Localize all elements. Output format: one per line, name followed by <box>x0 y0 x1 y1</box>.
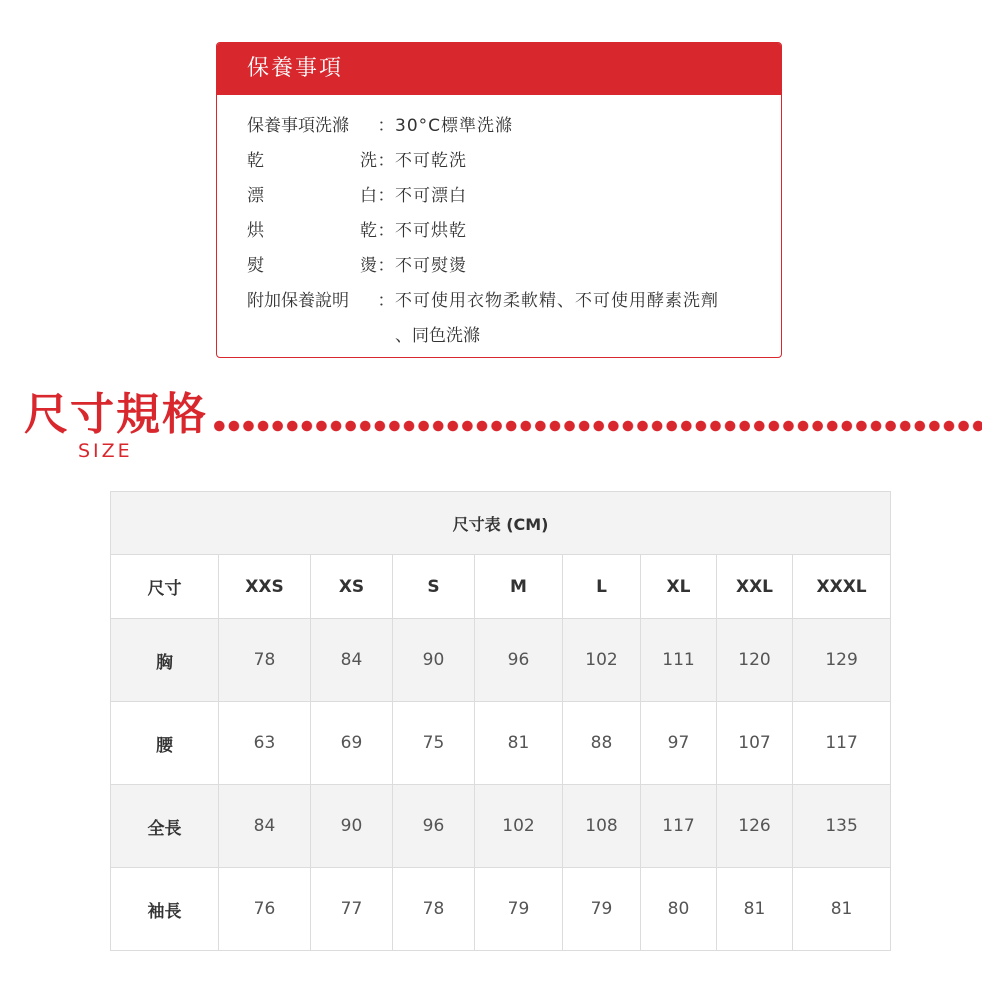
care-colon: ： <box>377 291 395 311</box>
header-cell-size: 尺寸 <box>111 555 219 619</box>
table-row <box>111 702 891 785</box>
care-label-part: 燙 <box>360 256 377 276</box>
care-label-part: 乾 <box>360 221 377 241</box>
table-cell: 120 <box>717 619 793 702</box>
care-colon: ： <box>377 116 395 136</box>
table-cell: 84 <box>219 785 311 868</box>
table-cell: 79 <box>475 868 563 951</box>
table-cell: 69 <box>311 702 393 785</box>
table-cell: 80 <box>641 868 717 951</box>
care-label-part: 熨 <box>247 256 264 276</box>
table-cell: 135 <box>793 785 891 868</box>
care-label-part: 漂 <box>247 186 264 206</box>
care-row-dry-clean <box>247 144 781 179</box>
header-cell-xs: XS <box>311 555 393 619</box>
header-cell-xxs: XXS <box>219 555 311 619</box>
table-cell: 102 <box>563 619 641 702</box>
care-row-ironing <box>247 249 781 284</box>
table-cell: 90 <box>311 785 393 868</box>
table-cell: 90 <box>393 619 475 702</box>
care-continuation: 、同色洗滌 <box>395 326 480 346</box>
row-label: 胸 <box>111 619 219 702</box>
table-row <box>111 785 891 868</box>
table-cell: 75 <box>393 702 475 785</box>
table-caption: 尺寸表 (CM) <box>111 492 891 555</box>
table-cell: 81 <box>793 868 891 951</box>
size-section-title: 尺寸規格 <box>24 389 208 440</box>
table-row <box>111 868 891 951</box>
table-cell: 117 <box>641 785 717 868</box>
care-row-washing <box>247 109 781 144</box>
table-cell: 126 <box>717 785 793 868</box>
header-cell-m: M <box>475 555 563 619</box>
header-cell-xl: XL <box>641 555 717 619</box>
table-cell: 96 <box>475 619 563 702</box>
care-label: 附加保養說明 <box>247 291 349 311</box>
header-cell-s: S <box>393 555 475 619</box>
care-colon: ： <box>377 221 395 241</box>
table-cell: 107 <box>717 702 793 785</box>
care-colon: ： <box>377 186 395 206</box>
table-cell: 77 <box>311 868 393 951</box>
row-label: 全長 <box>111 785 219 868</box>
care-label: 保養事項洗滌 <box>247 116 349 136</box>
care-label-part: 乾 <box>247 151 264 171</box>
header-cell-l: L <box>563 555 641 619</box>
header-cell-xxl: XXL <box>717 555 793 619</box>
care-label-part: 洗 <box>360 151 377 171</box>
table-cell: 88 <box>563 702 641 785</box>
care-row-tumble-dry <box>247 214 781 249</box>
care-label-part: 白 <box>360 186 377 206</box>
table-cell: 76 <box>219 868 311 951</box>
care-value: 不可使用衣物柔軟精、不可使用酵素洗劑 <box>395 291 719 311</box>
care-label-part: 烘 <box>247 221 264 241</box>
table-cell: 63 <box>219 702 311 785</box>
table-cell: 78 <box>219 619 311 702</box>
table-cell: 81 <box>717 868 793 951</box>
table-cell: 96 <box>393 785 475 868</box>
care-value: 不可熨燙 <box>395 256 467 276</box>
table-cell: 97 <box>641 702 717 785</box>
care-row-additional <box>247 284 781 319</box>
table-row <box>111 619 891 702</box>
care-colon: ： <box>377 256 395 276</box>
dotted-divider <box>212 420 982 432</box>
care-instructions-box <box>216 42 782 358</box>
table-cell: 79 <box>563 868 641 951</box>
table-cell: 78 <box>393 868 475 951</box>
care-body <box>217 95 781 354</box>
table-caption-row <box>111 492 891 555</box>
table-cell: 111 <box>641 619 717 702</box>
care-value: 不可烘乾 <box>395 221 467 241</box>
table-cell: 117 <box>793 702 891 785</box>
row-label: 袖長 <box>111 868 219 951</box>
care-value: 30°C標準洗滌 <box>395 116 514 136</box>
table-header-row <box>111 555 891 619</box>
table-cell: 102 <box>475 785 563 868</box>
care-row-bleach <box>247 179 781 214</box>
care-colon: ： <box>377 151 395 171</box>
care-value: 不可乾洗 <box>395 151 467 171</box>
row-label: 腰 <box>111 702 219 785</box>
care-value: 不可漂白 <box>395 186 467 206</box>
header-cell-xxxl: XXXL <box>793 555 891 619</box>
table-cell: 129 <box>793 619 891 702</box>
table-cell: 81 <box>475 702 563 785</box>
size-chart-table <box>110 491 891 951</box>
care-title: 保養事項 <box>217 43 781 95</box>
size-section-subtitle: SIZE <box>78 440 133 462</box>
table-cell: 108 <box>563 785 641 868</box>
table-cell: 84 <box>311 619 393 702</box>
